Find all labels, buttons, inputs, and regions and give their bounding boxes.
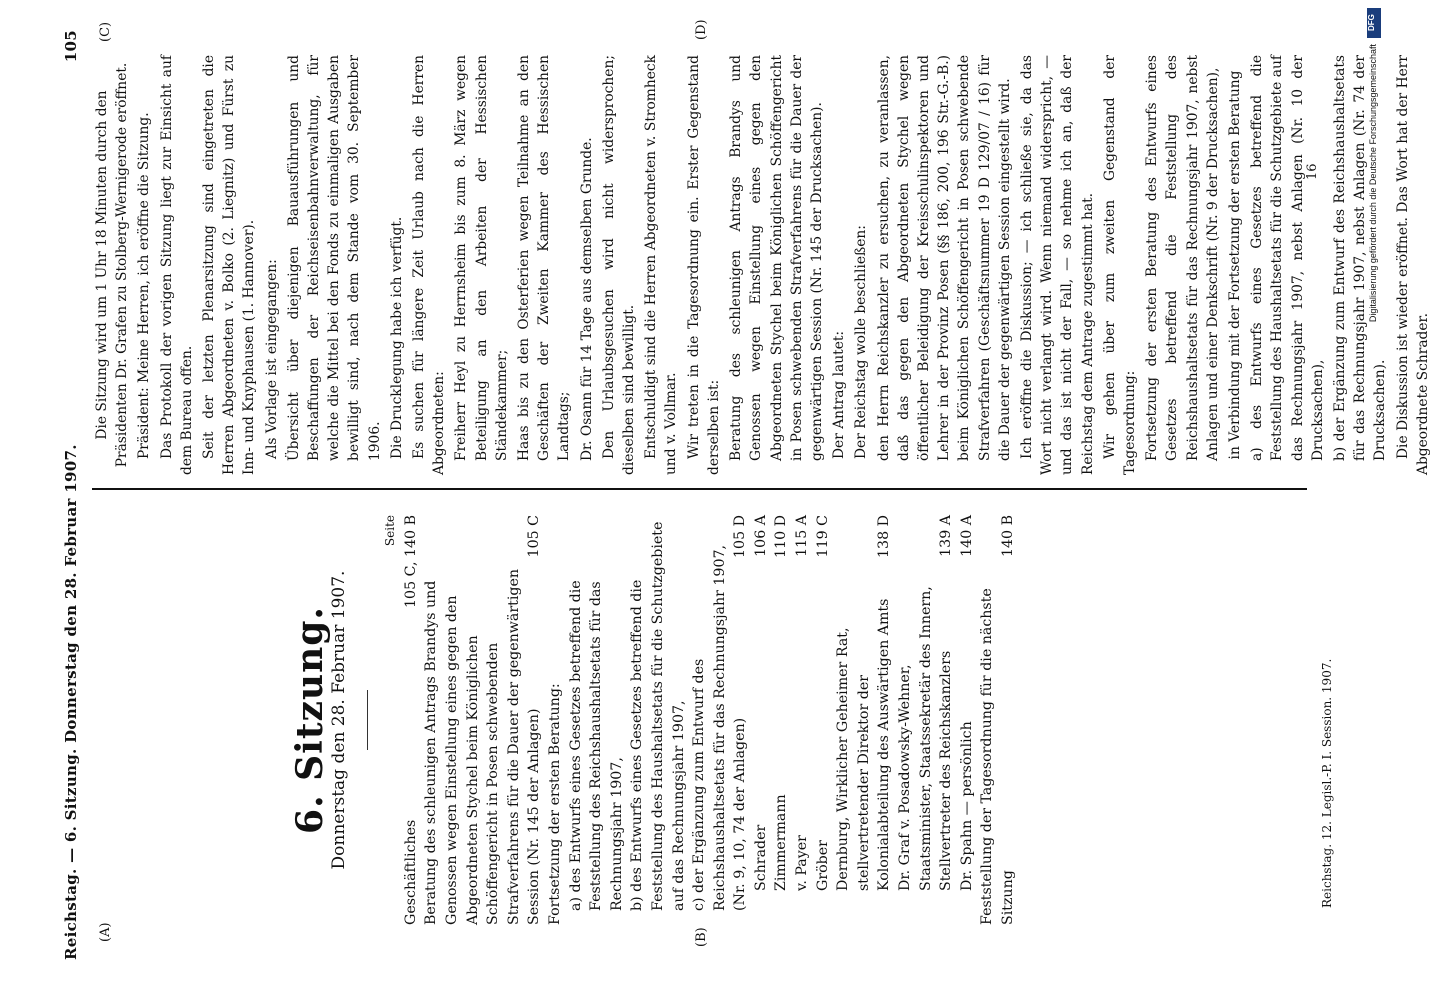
toc-entry: [977, 515, 1018, 925]
left-column: [289, 515, 1019, 925]
toc-entry-text: Dernburg, Wirklicher Geheimer Rat, stellvertretender Direktor der Kolonialabteilung des Auswärtigen Amts: [835, 598, 893, 891]
body-paragraph: Der Reichstag wolle beschließen:: [853, 225, 870, 459]
title-rule: [367, 690, 368, 750]
toc-entry-text: Gröber: [814, 840, 831, 891]
session-date: Donnerstag den 28. Februar 1907.: [328, 570, 349, 870]
toc-entry: [957, 515, 978, 925]
toc-entry: [730, 515, 751, 925]
margin-mark-c: (C): [98, 21, 113, 42]
toc-entry-page: 105 D: [732, 515, 749, 558]
toc-entry-text: b) des Entwurfs eines Gesetzes betreffend die Feststellung des Haushaltsetats für die Schutzgebiete auf das Rechnungsjahr 1907,: [629, 521, 687, 911]
toc-entry: [545, 515, 566, 925]
session-title: 6. Sitzung.: [289, 606, 331, 834]
toc-entry-page: 119 C: [814, 515, 831, 558]
seite-label: Seite: [383, 515, 398, 547]
toc-entry-text: a) des Entwurfs eines Gesetzes betreffend die Feststellung des Reichshaushaltsetats für das Rechnungsjahr 1907,: [567, 580, 625, 911]
toc-entry: [833, 515, 895, 925]
body-paragraph: den Herrn Reichskanzler zu ersuchen, zu veranlassen, daß das gegen den Abgeordneten Stychel wegen öffentlicher Beleidigung der Kreisschulinspektoren und Lehrer in der Provinz Posen (§§ 186, 200, 196 Str.-G.-B.) beim Königlichen Schöffengericht in Posen schwebende Strafverfahren (Geschäftsnummer 19 D 129/07 / 16) für die Dauer der gegenwärtigen Session eingestellt wird.: [875, 55, 1013, 461]
toc-entry: [792, 515, 813, 925]
toc-entry-text: Feststellung der Tagesordnung für die nächste Sitzung: [979, 588, 1016, 925]
right-column: [92, 55, 1435, 475]
toc-entry-text: Dr. Graf v. Posadowsky-Wehner, Staatsminister, Staatssekretär des Innern, Stellvertreter des Reichskanzlers: [897, 586, 955, 891]
toc-entry-page: 115 A: [794, 515, 811, 557]
toc-entry: [401, 515, 422, 925]
body-paragraph: Die Drucklegung habe ich verfügt.: [388, 216, 405, 459]
toc-entry-text: Dr. Spahn — persönlich: [958, 721, 975, 891]
toc-entry-page: 140 A: [958, 515, 975, 557]
body-paragraph: Seit der letzten Plenarsitzung sind eingetreten die Herren Abgeordneten v. Bolko (2. Liegnitz) und Fürst zu Inn- und Knyphausen (1. Hannover).: [201, 55, 258, 475]
body-paragraph: Wir gehen über zum zweiten Gegenstand der Tagesordnung:: [1101, 55, 1138, 475]
page-number: 105: [62, 30, 80, 63]
toc-entry: [689, 515, 730, 925]
body-paragraph: Freiherr Heyl zu Herrnsheim bis zum 8. März wegen Beteiligung an den Arbeiten der Hessischen Ständekammer;: [453, 55, 510, 461]
toc-entry-page: 140 B: [1000, 515, 1016, 558]
toc-entry-page: 138 D: [876, 515, 893, 558]
toc-entry-text: Zimmermann: [773, 794, 790, 891]
body-paragraph: Es suchen für längere Zeit Urlaub nach die Herren Abgeordneten:: [411, 55, 448, 475]
toc-entry-text: Schrader: [752, 824, 769, 891]
body-paragraph: in Verbindung mit der Fortsetzung der ersten Beratung: [1226, 70, 1243, 460]
toc-entry-page: 106 A: [752, 515, 769, 557]
body-paragraph: b) der Ergänzung zum Entwurf des Reichshaushaltsetats für das Rechnungsjahr 1907, nebst Anlagen (Nr. 74 der Drucksachen).: [1331, 55, 1389, 461]
body-paragraph: Dr. Osann für 14 Tage aus demselben Grunde.: [578, 137, 595, 461]
margin-mark-d: (D): [694, 19, 709, 40]
body-paragraph: a) des Entwurfs eines Gesetzes betreffend die Feststellung des Haushaltsetats für die Schutzgebiete auf das Rechnungsjahr 1907, nebst Anlagen (Nr. 10 der Drucksachen),: [1249, 55, 1326, 461]
toc-entry: [813, 515, 834, 925]
body-paragraph: Haas bis zu den Osterferien wegen Teilnahme an den Geschäften der Zweiten Kammer des Hessischen Landtags;: [516, 55, 573, 461]
toc-entry: [751, 515, 772, 925]
toc-entry: [771, 515, 792, 925]
signature-number: 16: [1305, 163, 1320, 180]
toc-entry-page: 139 A: [938, 515, 955, 557]
margin-mark-b: (B): [694, 927, 709, 947]
body-paragraph: Die Diskussion ist wieder eröffnet. Das Wort hat der Herr Abgeordnete Schrader.: [1394, 55, 1431, 475]
toc-entry-text: (Nr. 9, 10, 74 der Anlagen): [732, 717, 749, 911]
toc-entry-page: 105 C: [526, 515, 543, 558]
body-paragraph: Wir treten in die Tagesordnung ein. Erster Gegenstand derselben ist:: [685, 55, 722, 475]
body-paragraph: Den Urlaubsgesuchen wird nicht widersprochen; dieselben sind bewilligt.: [600, 55, 638, 475]
toc-entry-text: Geschäftliches: [402, 819, 419, 925]
body-paragraph: Die Sitzung wird um 1 Uhr 18 Minuten durch den Präsidenten Dr. Grafen zu Stolberg-Wernigerode eröffnet.: [94, 62, 131, 468]
table-of-contents: [401, 515, 1019, 925]
body-paragraph: Entschuldigt sind die Herren Abgeordneten v. Stromheck und v. Vollmar.: [643, 55, 680, 475]
body-paragraph: Als Vorlage ist eingegangen:: [263, 259, 280, 459]
column-divider: [92, 488, 1307, 490]
toc-entry-text: v. Payer: [794, 835, 811, 891]
body-paragraph: Beratung des schleunigen Antrags Brandys und Genossen wegen Einstellung eines gegen den Abgeordneten Stychel beim Königlichen Schöffengericht in Posen schwebenden Strafverfahrens für die Dauer der gegenwärtigen Session (Nr. 145 der Drucksachen).: [728, 55, 825, 461]
dfg-logo: DFG: [1367, 8, 1381, 38]
toc-entry-text: c) der Ergänzung zum Entwurf des Reichshaushaltsetats für das Rechnungsjahr 1907,: [691, 544, 728, 911]
toc-entry-page: 110 D: [773, 515, 790, 558]
toc-entry-text: Beratung des schleunigen Antrags Brandys und Genossen wegen Einstellung eines gegen den Abgeordneten Stychel beim Königlichen Schöffengericht in Posen schwebenden Strafverfahrens für die Dauer der gegenwärtigen Session (Nr. 145 der Anlagen): [423, 568, 543, 925]
margin-mark-a: (A): [98, 922, 113, 942]
dfg-text: Digitalisierung gefördert durch die Deutsche Forschungsgemeinschaft: [1368, 44, 1378, 323]
body-paragraph: Ich eröffne die Diskussion; — ich schließe sie, da das Wort nicht verlangt wird. Wenn niemand widerspricht, — und das ist nicht der Fall, — so nehme ich an, daß der Reichstag dem Antrage zugestimmt hat.: [1018, 55, 1096, 475]
body-paragraph: Übersicht über diejenigen Bauausführungen und Beschaffungen der Reichseisenbahnverwaltung, für welche die Mittel bei den Fonds zu einmaligen Ausgaben bewilligt sind, nach dem Stande vom 30. September 1906.: [285, 55, 383, 461]
toc-entry: [895, 515, 957, 925]
toc-entry-page: 105 C, 140 B: [402, 515, 419, 608]
toc-entry: [627, 515, 689, 925]
footer-note: Reichstag. 12. Legisl.-P. I. Session. 1907.: [1320, 658, 1334, 908]
toc-entry: [566, 515, 628, 925]
body-paragraph: Das Protokoll der vorigen Sitzung liegt zur Einsicht auf dem Bureau offen.: [158, 55, 195, 475]
dfg-sidebar: [1367, 8, 1381, 388]
toc-entry: [421, 515, 545, 925]
body-paragraph: Der Antrag lautet:: [831, 330, 848, 459]
running-header: Reichstag. — 6. Sitzung. Donnerstag den 28. Februar 1907.: [62, 444, 80, 960]
toc-entry-text: Fortsetzung der ersten Beratung:: [546, 683, 563, 925]
body-paragraph: Präsident: Meine Herren, ich eröffne die Sitzung.: [136, 112, 153, 459]
body-paragraph: Fortsetzung der ersten Beratung des Entwurfs eines Gesetzes betreffend die Feststellung des Reichshaushaltsetats für das Rechnungsjahr 1907, nebst Anlagen und einer Denkschrift (Nr. 9 der Drucksachen),: [1144, 55, 1221, 461]
